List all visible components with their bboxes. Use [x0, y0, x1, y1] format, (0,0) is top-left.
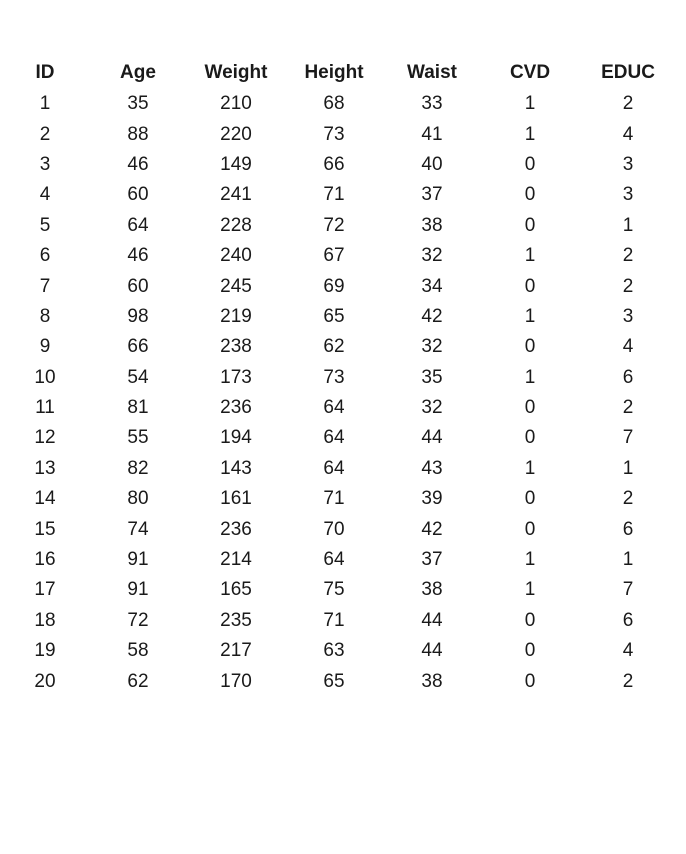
- table-cell: 16: [34, 549, 56, 571]
- table-cell: 0: [524, 670, 536, 692]
- table-cell: 143: [220, 457, 252, 479]
- table-cell: 73: [323, 123, 345, 145]
- table-cell: 42: [421, 305, 443, 327]
- table-cell: 3: [39, 153, 51, 175]
- table-cell: 11: [35, 397, 55, 419]
- table-cell: 34: [421, 275, 443, 297]
- table-cell: 8: [39, 305, 51, 327]
- table-cell: 66: [127, 336, 149, 358]
- table-cell: 71: [323, 609, 345, 631]
- table-cell: 170: [220, 670, 252, 692]
- table-cell: 37: [421, 549, 443, 571]
- table-cell: 3: [622, 153, 634, 175]
- table-cell: 98: [127, 305, 149, 327]
- header-weight: Weight: [204, 62, 268, 83]
- table-cell: 39: [421, 488, 443, 510]
- table-cell: 1: [524, 305, 536, 327]
- table-cell: 63: [323, 640, 345, 662]
- table-cell: 0: [524, 153, 536, 175]
- table-cell: 236: [220, 518, 252, 540]
- table-cell: 1: [524, 93, 536, 115]
- table-cell: 60: [127, 184, 149, 206]
- table-cell: 7: [39, 275, 51, 297]
- table-cell: 65: [323, 305, 345, 327]
- header-id: ID: [35, 62, 55, 83]
- table-cell: 2: [622, 93, 634, 115]
- table-cell: 0: [524, 275, 536, 297]
- table-cell: 149: [220, 153, 252, 175]
- table-cell: 55: [127, 427, 149, 449]
- header-age: Age: [120, 62, 156, 83]
- table-cell: 64: [323, 397, 345, 419]
- table-cell: 210: [220, 93, 252, 115]
- table-header-row: [0, 59, 686, 87]
- table-cell: 0: [524, 336, 536, 358]
- table-cell: 0: [524, 609, 536, 631]
- table-cell: 2: [622, 245, 634, 267]
- table-cell: 2: [622, 397, 634, 419]
- table-row: [0, 119, 686, 149]
- table-cell: 15: [34, 518, 56, 540]
- table-cell: 80: [127, 488, 149, 510]
- header-height: Height: [304, 62, 364, 83]
- table-cell: 38: [421, 579, 443, 601]
- table-cell: 38: [421, 670, 443, 692]
- table-cell: 6: [622, 366, 634, 388]
- table-cell: 91: [127, 579, 149, 601]
- table-cell: 37: [421, 184, 443, 206]
- header-waist: Waist: [407, 62, 457, 83]
- table-row: [0, 545, 686, 575]
- table-row: [0, 271, 686, 301]
- table-cell: 0: [524, 184, 536, 206]
- table-cell: 19: [34, 640, 56, 662]
- table-cell: 219: [220, 305, 252, 327]
- table-cell: 6: [622, 518, 634, 540]
- table-cell: 217: [220, 640, 252, 662]
- table-cell: 241: [220, 184, 252, 206]
- table-cell: 13: [34, 457, 56, 479]
- table-row: [0, 636, 686, 666]
- table-cell: 46: [127, 245, 149, 267]
- table-cell: 62: [323, 336, 345, 358]
- table-cell: 2: [622, 488, 634, 510]
- table-cell: 64: [323, 549, 345, 571]
- table-cell: 0: [524, 214, 536, 236]
- header-cvd: CVD: [509, 62, 551, 83]
- table-cell: 236: [220, 397, 252, 419]
- data-table: [0, 59, 686, 697]
- table-cell: 74: [127, 518, 149, 540]
- table-cell: 60: [127, 275, 149, 297]
- table-cell: 65: [323, 670, 345, 692]
- table-body: [0, 89, 686, 697]
- table-cell: 161: [220, 488, 252, 510]
- table-cell: 64: [323, 457, 345, 479]
- table-cell: 0: [524, 518, 536, 540]
- table-cell: 7: [622, 579, 634, 601]
- table-row: [0, 666, 686, 696]
- table-cell: 68: [323, 93, 345, 115]
- table-cell: 64: [323, 427, 345, 449]
- table-cell: 40: [421, 153, 443, 175]
- table-row: [0, 211, 686, 241]
- table-cell: 1: [39, 93, 51, 115]
- table-cell: 88: [127, 123, 149, 145]
- table-cell: 1: [524, 549, 536, 571]
- table-cell: 67: [323, 245, 345, 267]
- table-cell: 7: [622, 427, 634, 449]
- table-cell: 214: [220, 549, 252, 571]
- table-cell: 4: [622, 123, 634, 145]
- table-cell: 35: [421, 366, 443, 388]
- table-cell: 41: [421, 123, 443, 145]
- table-cell: 2: [622, 670, 634, 692]
- table-cell: 38: [421, 214, 443, 236]
- table-cell: 32: [421, 397, 443, 419]
- table-cell: 66: [323, 153, 345, 175]
- table-row: [0, 575, 686, 605]
- table-cell: 32: [421, 336, 443, 358]
- table-cell: 17: [34, 579, 56, 601]
- table-cell: 32: [421, 245, 443, 267]
- table-row: [0, 150, 686, 180]
- table-cell: 1: [622, 457, 634, 479]
- table-cell: 0: [524, 427, 536, 449]
- table-cell: 18: [34, 609, 56, 631]
- table-cell: 44: [421, 640, 443, 662]
- table-cell: 44: [421, 427, 443, 449]
- table-row: [0, 363, 686, 393]
- table-row: [0, 454, 686, 484]
- table-cell: 245: [220, 275, 252, 297]
- table-cell: 33: [421, 93, 443, 115]
- table-cell: 20: [34, 670, 56, 692]
- table-row: [0, 606, 686, 636]
- table-cell: 43: [421, 457, 443, 479]
- table-cell: 4: [622, 640, 634, 662]
- table-cell: 46: [127, 153, 149, 175]
- table-row: [0, 241, 686, 271]
- table-cell: 58: [127, 640, 149, 662]
- table-cell: 12: [34, 427, 56, 449]
- table-cell: 73: [323, 366, 345, 388]
- table-cell: 1: [524, 579, 536, 601]
- table-cell: 42: [421, 518, 443, 540]
- table-cell: 71: [323, 184, 345, 206]
- table-cell: 235: [220, 609, 252, 631]
- table-cell: 4: [622, 336, 634, 358]
- table-row: [0, 423, 686, 453]
- table-cell: 6: [622, 609, 634, 631]
- table-cell: 10: [34, 366, 56, 388]
- table-cell: 5: [39, 214, 51, 236]
- table-row: [0, 302, 686, 332]
- table-cell: 0: [524, 640, 536, 662]
- table-cell: 3: [622, 184, 634, 206]
- table-cell: 64: [127, 214, 149, 236]
- table-cell: 9: [39, 336, 51, 358]
- table-cell: 194: [220, 427, 252, 449]
- table-row: [0, 180, 686, 210]
- table-cell: 1: [524, 366, 536, 388]
- table-row: [0, 332, 686, 362]
- table-cell: 0: [524, 488, 536, 510]
- table-cell: 0: [524, 397, 536, 419]
- table-row: [0, 89, 686, 119]
- table-cell: 62: [127, 670, 149, 692]
- table-cell: 3: [622, 305, 634, 327]
- table-cell: 1: [524, 123, 536, 145]
- table-cell: 1: [524, 457, 536, 479]
- table-cell: 238: [220, 336, 252, 358]
- table-cell: 220: [220, 123, 252, 145]
- table-cell: 173: [220, 366, 252, 388]
- table-row: [0, 514, 686, 544]
- table-row: [0, 393, 686, 423]
- table-cell: 72: [127, 609, 149, 631]
- table-cell: 2: [39, 123, 51, 145]
- table-cell: 54: [127, 366, 149, 388]
- table-cell: 44: [421, 609, 443, 631]
- table-cell: 1: [622, 214, 634, 236]
- table-cell: 228: [220, 214, 252, 236]
- table-cell: 4: [39, 184, 51, 206]
- table-cell: 6: [39, 245, 51, 267]
- table-cell: 70: [323, 518, 345, 540]
- table-row: [0, 484, 686, 514]
- table-cell: 165: [220, 579, 252, 601]
- table-cell: 240: [220, 245, 252, 267]
- table-cell: 35: [127, 93, 149, 115]
- table-cell: 75: [323, 579, 345, 601]
- table-cell: 2: [622, 275, 634, 297]
- table-cell: 81: [127, 397, 149, 419]
- table-cell: 69: [323, 275, 345, 297]
- table-cell: 71: [323, 488, 345, 510]
- table-cell: 14: [34, 488, 56, 510]
- header-educ: EDUC: [601, 62, 655, 83]
- table-cell: 72: [323, 214, 345, 236]
- table-cell: 1: [622, 549, 634, 571]
- table-cell: 1: [524, 245, 536, 267]
- table-cell: 91: [127, 549, 149, 571]
- table-cell: 82: [127, 457, 149, 479]
